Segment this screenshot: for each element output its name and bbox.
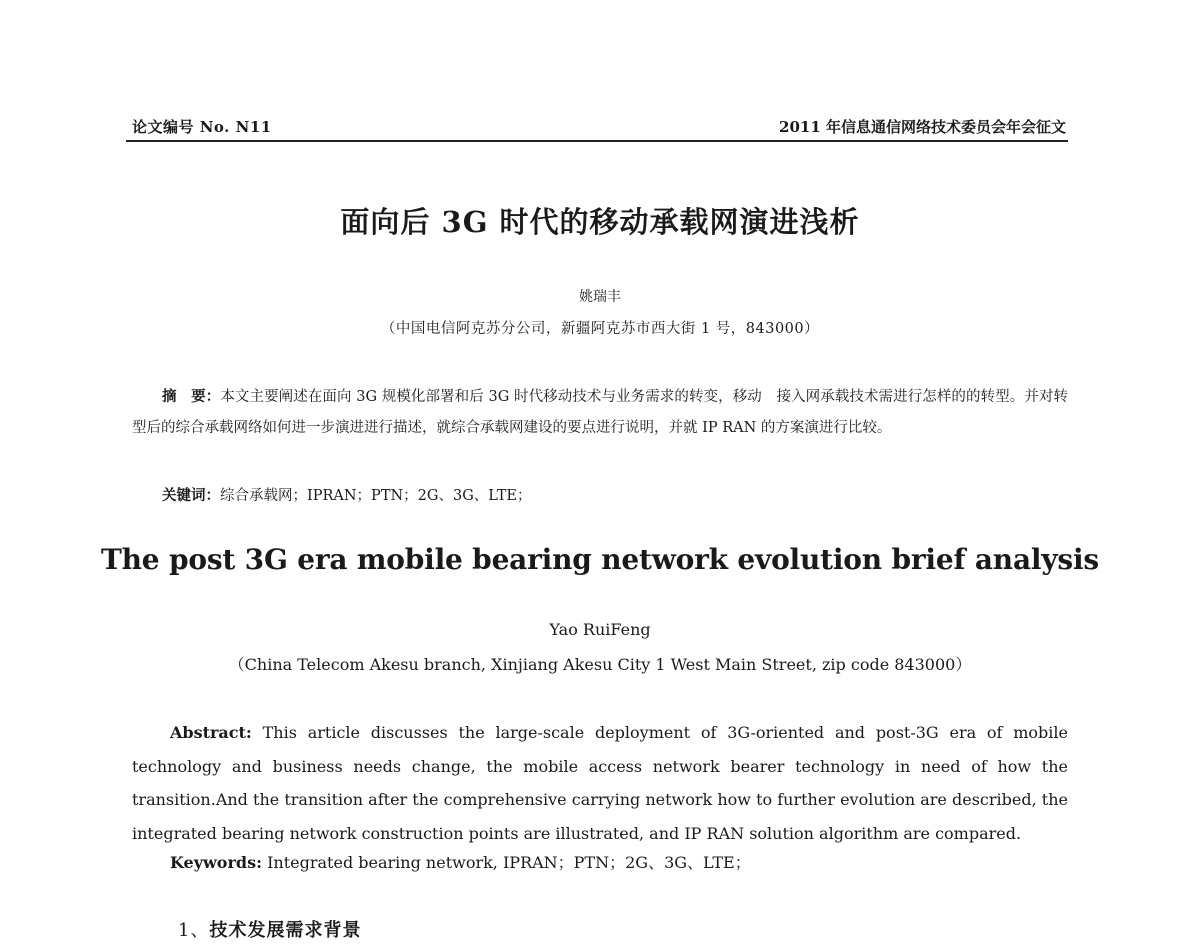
header-rule <box>126 140 1068 142</box>
english-affiliation: （China Telecom Akesu branch, Xinjiang Akesu City 1 West Main Street, zip code 843000） <box>228 655 972 674</box>
english-title: The post 3G era mobile bearing network evolution brief analysis <box>101 543 1099 576</box>
section-number: 1、 <box>178 920 210 941</box>
english-abstract-text: This article discusses the large-scale deployment of 3G-oriented and post-3G era of mobile technology and business needs change, the mobile access network bearer technology in need of how the transition.And the transition after the comprehensive carrying network how to further evolution are described, the integrated bearing network construction points are illustrated, and IP RAN solution algorithm are compared. <box>132 723 1068 843</box>
chinese-abstract-text: 本文主要阐述在面向 3G 规模化部署和后 3G 时代移动技术与业务需求的转变，移动 接入网承载技术需进行怎样的的转型。并对转型后的综合承载网络如何进一步演进进行描述，就综合承载网建设的要点进行说明，并就 IP RAN 的方案演进行比较。 <box>132 389 1068 436</box>
cut-off-text-line <box>132 944 1068 952</box>
chinese-title: 面向后 3G 时代的移动承载网演进浅析 <box>340 205 860 239</box>
english-author: Yao RuiFeng <box>549 620 651 639</box>
paper-number: 论文编号 No. N11 <box>132 118 272 136</box>
chinese-author: 姚瑞丰 <box>579 289 621 305</box>
conference-title: 2011 年信息通信网络技术委员会年会征文 <box>779 118 1066 136</box>
chinese-keywords <box>162 484 532 505</box>
english-keywords <box>170 850 751 873</box>
chinese-abstract <box>132 381 1068 444</box>
english-abstract <box>132 716 1068 850</box>
english-keywords-label: Keywords: <box>170 853 263 872</box>
english-abstract-label: Abstract: <box>170 723 252 742</box>
chinese-abstract-label: 摘 要： <box>162 388 221 405</box>
section-title: 技术发展需求背景 <box>209 920 362 941</box>
section-heading <box>178 916 361 942</box>
chinese-keywords-text: 综合承载网；IPRAN；PTN；2G、3G、LTE； <box>220 488 532 504</box>
chinese-keywords-label: 关键词： <box>162 487 220 504</box>
chinese-affiliation: （中国电信阿克苏分公司，新疆阿克苏市西大街 1 号，843000） <box>380 321 820 337</box>
english-keywords-text: Integrated bearing network, IPRAN；PTN；2G、3G、LTE； <box>262 853 751 872</box>
